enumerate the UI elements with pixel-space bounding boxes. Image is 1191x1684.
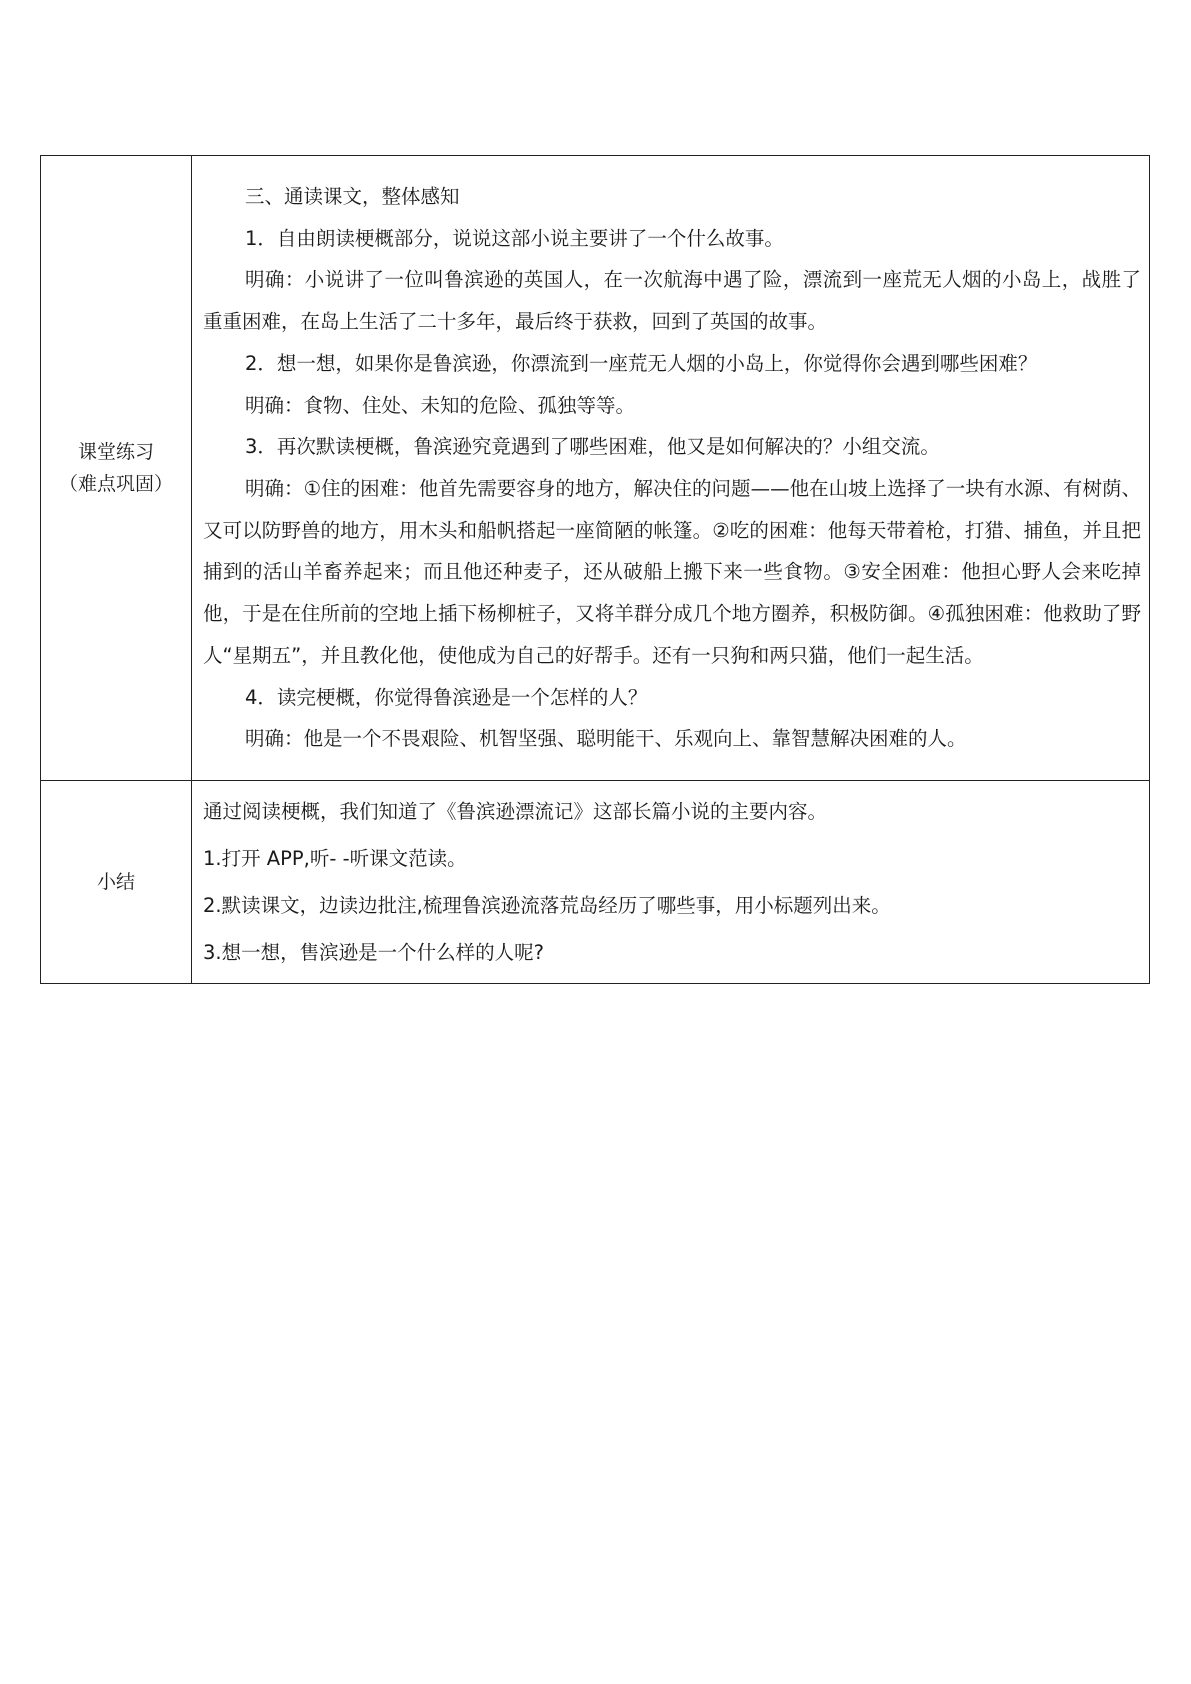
summary-content-cell (192, 781, 1150, 984)
summary-item-3: 3.想一想，售滨逊是一个什么样的人呢? (203, 941, 544, 964)
section-heading: 三、通读课文，整体感知 (245, 185, 460, 209)
answer-4: 明确：他是一个不畏艰险、机智坚强、聪明能干、乐观向上、靠智慧解决困难的人。 (245, 727, 967, 751)
practice-label: 课堂练习 (77, 441, 154, 463)
summary-intro: 通过阅读梗概，我们知道了《鲁滨逊漂流记》这部长篇小说的主要内容。 (203, 800, 828, 823)
practice-content-cell (192, 156, 1150, 781)
practice-sublabel: （难点巩固） (58, 473, 173, 495)
practice-label-cell (41, 156, 192, 781)
question-1: 1．自由朗读梗概部分，说说这部小说主要讲了一个什么故事。 (245, 226, 784, 250)
summary-label: 小结 (96, 871, 135, 893)
answer-2: 明确：食物、住处、未知的危险、孤独等等。 (245, 393, 636, 417)
answer-1: 明确：小说讲了一位叫鲁滨逊的英国人，在一次航海中遇了险，漂流到一座荒无人烟的小岛上，战胜了重重困难，在岛上生活了二十多年，最后终于获救，回到了英国的故事。 (203, 268, 1141, 334)
question-2: 2．想一想，如果你是鲁滨逊，你漂流到一座荒无人烟的小岛上，你觉得你会遇到哪些困难？ (245, 351, 1038, 375)
summary-item-1: 1.打开 APP,听- -听课文范读。 (203, 847, 467, 870)
summary-label-cell (41, 781, 192, 984)
lesson-plan-table (40, 155, 1150, 984)
table-row-practice (41, 156, 1150, 781)
question-4: 4．读完梗概，你觉得鲁滨逊是一个怎样的人？ (245, 685, 648, 709)
answer-3: 明确：①住的困难：他首先需要容身的地方，解决住的问题——他在山坡上选择了一块有水源、有树荫、又可以防野兽的地方，用木头和船帆搭起一座简陋的帐篷。②吃的困难：他每天带着枪，打猎、捕鱼，并且把捕到的活山羊畜养起来；而且他还种麦子，还从破船上搬下来一些食物。③安全困难：他担心野人会来吃掉他，于是在住所前的空地上插下杨柳桩子，又将羊群分成几个地方圈养，积极防御。④孤独困难：他救助了野人“星期五”，并且教化他，使他成为自己的好帮手。还有一只狗和两只猫，他们一起生活。 (203, 477, 1141, 667)
summary-item-2: 2.默读课文，边读边批注,梳理鲁滨逊流落荒岛经历了哪些事，用小标题列出来。 (203, 894, 891, 917)
question-3: 3．再次默读梗概，鲁滨逊究竟遇到了哪些困难，他又是如何解决的？小组交流。 (245, 435, 940, 459)
table-row-summary (41, 781, 1150, 984)
